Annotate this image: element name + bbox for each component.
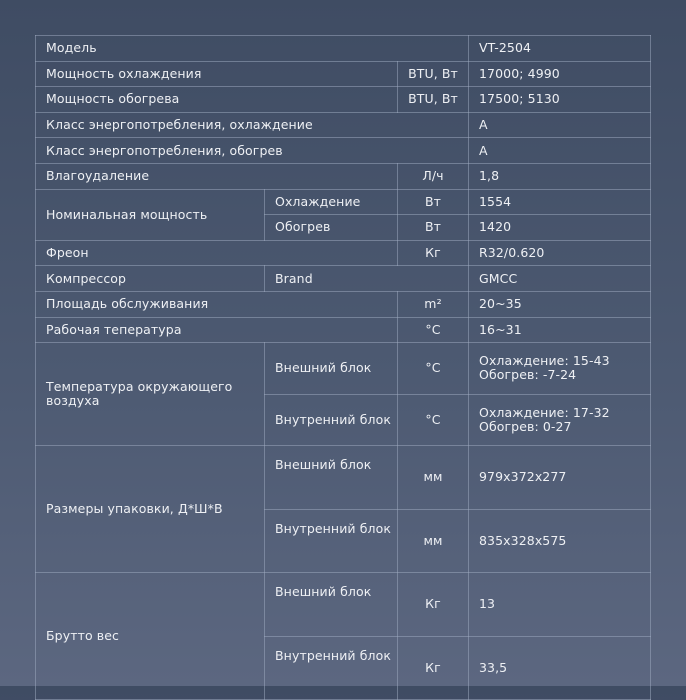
row-model <box>36 36 651 62</box>
compressor-value: GMCC <box>469 266 651 292</box>
refrigerant-unit: Кг <box>398 240 469 266</box>
model-label: Модель <box>36 36 469 62</box>
weight-indoor-label: Внутренний блок <box>265 636 398 700</box>
package-outdoor-unit: мм <box>398 446 469 510</box>
row-energy-class-heating <box>36 138 651 164</box>
energy-class-cooling-label: Класс энергопотребления, охлаждение <box>36 112 469 138</box>
energy-class-heating-label: Класс энергопотребления, обогрев <box>36 138 469 164</box>
dehumidification-value: 1,8 <box>469 163 651 189</box>
compressor-brand-label: Brand <box>265 266 469 292</box>
nominal-power-label: Номинальная мощность <box>36 189 265 240</box>
refrigerant-label: Фреон <box>36 240 398 266</box>
dehumidification-label: Влагоудаление <box>36 163 398 189</box>
compressor-label: Компрессор <box>36 266 265 292</box>
gross-weight-label: Брутто вес <box>36 573 265 700</box>
nominal-power-cooling-value: 1554 <box>469 189 651 215</box>
weight-outdoor-label: Внешний блок <box>265 573 398 637</box>
row-refrigerant <box>36 240 651 266</box>
row-heating-power <box>36 87 651 113</box>
nominal-power-heating-unit: Вт <box>398 215 469 241</box>
service-area-unit: m² <box>398 291 469 317</box>
model-value: VT-2504 <box>469 36 651 62</box>
energy-class-cooling-value: A <box>469 112 651 138</box>
ambient-indoor-heating-range: Обогрев: 0-27 <box>479 418 572 434</box>
ambient-outdoor-label: Внешний блок <box>265 343 398 395</box>
package-indoor-unit: мм <box>398 509 469 573</box>
weight-outdoor-unit: Кг <box>398 573 469 637</box>
ambient-outdoor-value <box>469 343 651 395</box>
ambient-outdoor-cooling-range: Охлаждение: 15-43 <box>479 353 610 369</box>
row-cooling-power <box>36 61 651 87</box>
spec-table <box>35 35 651 700</box>
row-service-area <box>36 291 651 317</box>
working-temp-label: Рабочая тепература <box>36 317 398 343</box>
package-size-label: Размеры упаковки, Д*Ш*В <box>36 446 265 573</box>
cooling-power-unit: BTU, Вт <box>398 61 469 87</box>
row-ambient-outdoor <box>36 343 651 395</box>
ambient-indoor-label: Внутренний блок <box>265 394 398 446</box>
nominal-power-cooling-unit: Вт <box>398 189 469 215</box>
row-dehumidification <box>36 163 651 189</box>
row-weight-outdoor <box>36 573 651 637</box>
ambient-indoor-cooling-range: Охлаждение: 17-32 <box>479 404 610 420</box>
weight-outdoor-value: 13 <box>469 573 651 637</box>
ambient-temp-label: Температура окружающего воздуха <box>36 343 265 446</box>
working-temp-value: 16~31 <box>469 317 651 343</box>
ambient-outdoor-heating-range: Обогрев: -7-24 <box>479 367 577 383</box>
weight-indoor-value: 33,5 <box>469 636 651 700</box>
row-package-outdoor <box>36 446 651 510</box>
heating-power-label: Мощность обогрева <box>36 87 398 113</box>
nominal-power-heating-label: Обогрев <box>265 215 398 241</box>
refrigerant-value: R32/0.620 <box>469 240 651 266</box>
row-energy-class-cooling <box>36 112 651 138</box>
nominal-power-cooling-label: Охлаждение <box>265 189 398 215</box>
energy-class-heating-value: A <box>469 138 651 164</box>
heating-power-value: 17500; 5130 <box>469 87 651 113</box>
row-working-temp <box>36 317 651 343</box>
package-indoor-value: 835x328x575 <box>469 509 651 573</box>
ambient-outdoor-unit: °C <box>398 343 469 395</box>
package-outdoor-value: 979x372x277 <box>469 446 651 510</box>
cooling-power-label: Мощность охлаждения <box>36 61 398 87</box>
working-temp-unit: °C <box>398 317 469 343</box>
ambient-indoor-unit: °C <box>398 394 469 446</box>
cooling-power-value: 17000; 4990 <box>469 61 651 87</box>
nominal-power-heating-value: 1420 <box>469 215 651 241</box>
package-indoor-label: Внутренний блок <box>265 509 398 573</box>
row-nominal-power-cooling <box>36 189 651 215</box>
heating-power-unit: BTU, Вт <box>398 87 469 113</box>
row-compressor <box>36 266 651 292</box>
service-area-value: 20~35 <box>469 291 651 317</box>
package-outdoor-label: Внешний блок <box>265 446 398 510</box>
service-area-label: Площадь обслуживания <box>36 291 398 317</box>
ambient-indoor-value <box>469 394 651 446</box>
dehumidification-unit: Л/ч <box>398 163 469 189</box>
weight-indoor-unit: Кг <box>398 636 469 700</box>
